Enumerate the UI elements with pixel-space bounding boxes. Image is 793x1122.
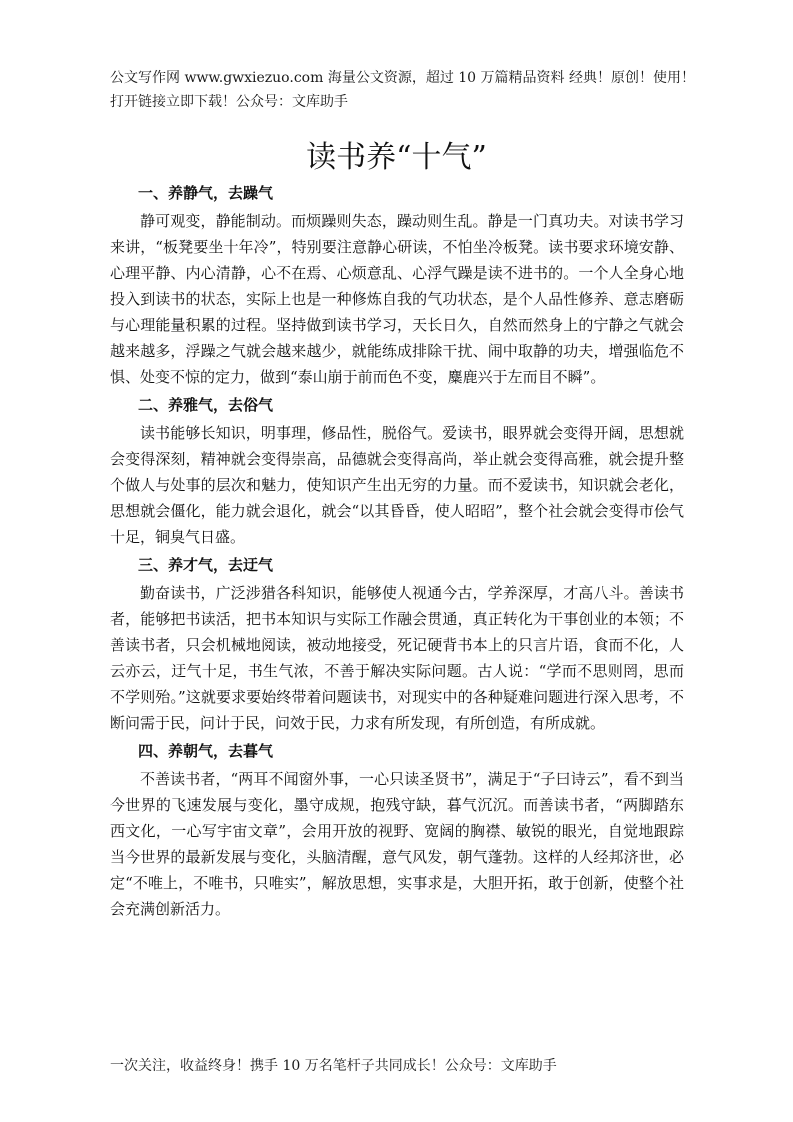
page-footer [110,1055,700,1077]
section-heading: 一、养静气，去躁气 [138,184,274,202]
section-heading: 三、养才气，去迂气 [138,556,274,574]
document-title: 读书养“十气” [306,140,487,175]
section-paragraph: 不善读书者，“两耳不闻窗外事，一心只读圣贤书”，满足于“子曰诗云”，看不到当今世界的飞速发展与变化，墨守成规，抱残守缺，暮气沉沉。而善读书者，“两脚踏东西文化，一心写宇宙文章”，会用开放的视野、宽阔的胸襟、敏锐的眼光，自觉地跟踪当今世界的最新发展与变化，头脑清醒，意气风发，朝气蓬勃。这样的人经邦济世，必定“不唯上，不唯书，只唯实”，解放思想，实事求是，大胆开拓，敢于创新，使整个社会充满创新活力。 [110,770,684,918]
footer-text: 一次关注，收益终身！携手 10 万名笔杆子共同成长！公众号：文库助手 [110,1058,557,1074]
section [110,178,684,390]
section-heading: 四、养朝气，去暮气 [138,742,274,760]
document-body [110,178,684,922]
section [110,390,684,550]
section-paragraph: 静可观变，静能制动。而烦躁则失态，躁动则生乱。静是一门真功夫。对读书学习来讲，“板凳要坐十年冷”，特别要注意静心研读，不怕坐冷板凳。读书要求环境安静、心理平静、内心清静，心不在焉、心烦意乱、心浮气躁是读不进书的。一个人全身心地投入到读书的状态，实际上也是一种修炼自我的气功状态，是个人品性修养、意志磨砺与心理能量积累的过程。坚持做到读书学习，天长日久，自然而然身上的宁静之气就会越来越多，浮躁之气就会越来越少，就能练成排除干扰、闹中取静的功夫，增强临危不惧、处变不惊的定力，做到“泰山崩于前而色不变，麋鹿兴于左而目不瞬”。 [110,212,684,386]
section-paragraph: 读书能够长知识，明事理，修品性，脱俗气。爱读书，眼界就会变得开阔，思想就会变得深刻，精神就会变得崇高，品德就会变得高尚，举止就会变得高雅，就会提升整个做人与处事的层次和魅力，使知识产生出无穷的力量。而不爱读书，知识就会老化，思想就会僵化，能力就会退化，就会“以其昏昏，使人昭昭”，整个社会就会变得市侩气十足，铜臭气日盛。 [110,424,684,546]
section [110,550,684,736]
header-text: 公文写作网 www.gwxiezuo.com 海量公文资源，超过 10 万篇精品资料 经典！原创！使用！打开链接立即下载！公众号：文库助手 [110,70,695,110]
section-heading: 二、养雅气，去俗气 [138,396,274,414]
section [110,736,684,922]
section-paragraph: 勤奋读书，广泛涉猎各科知识，能够使人视通今古，学养深厚，才高八斗。善读书者，能够把书读活，把书本知识与实际工作融会贯通，真正转化为干事创业的本领；不善读书者，只会机械地阅读，被动地接受，死记硬背书本上的只言片语，食而不化，人云亦云，迂气十足，书生气浓，不善于解决实际问题。古人说：“学而不思则罔，思而不学则殆。”这就要求要始终带着问题读书，对现实中的各种疑难问题进行深入思考，不断问需于民，问计于民，问效于民，力求有所发现，有所创造，有所成就。 [110,584,684,732]
page-header [110,66,700,114]
